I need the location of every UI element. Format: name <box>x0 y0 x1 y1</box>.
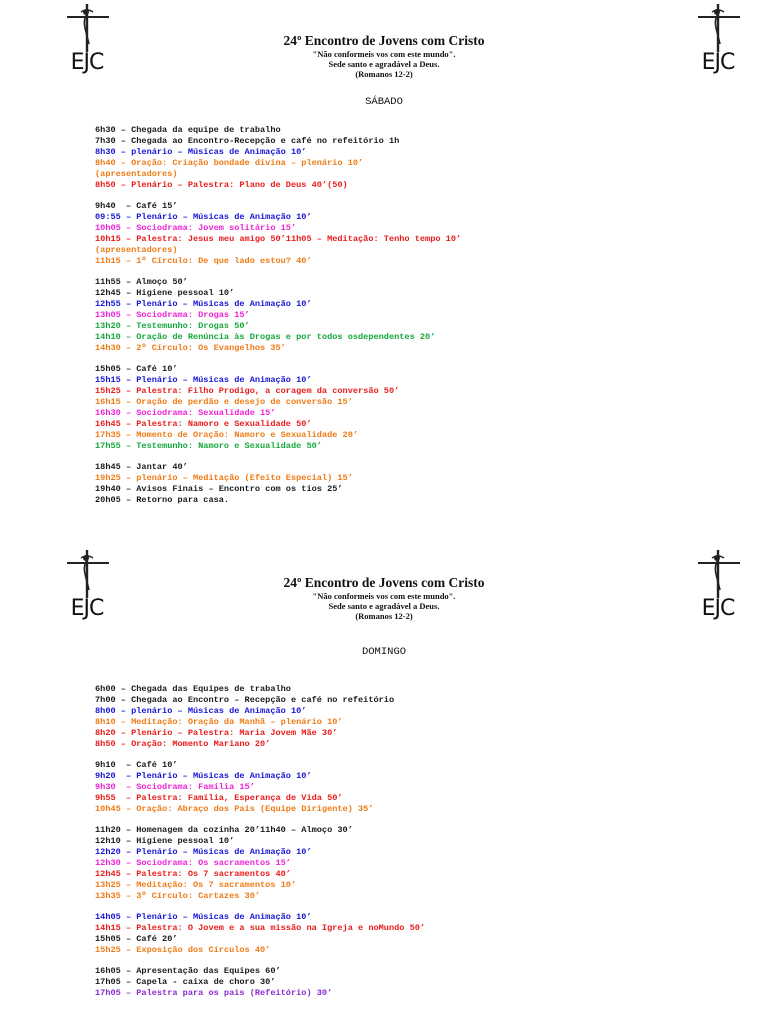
schedule-item: 17h05 – Capela - caixa de choro 30’ <box>95 977 276 987</box>
schedule-item: 12h30 – Sociodrama: Os sacramentos 15’ <box>95 858 291 868</box>
section-spacer <box>95 956 735 966</box>
schedule-item: 8h50 – Oração: Momento Mariano 20’ <box>95 739 271 749</box>
schedule-item: 13h05 – Sociodrama: Drogas 15’ <box>95 310 250 320</box>
subtitle-line: Sede santo e agradável a Deus. <box>328 601 440 611</box>
schedule-item: 9h10 – Café 10’ <box>95 760 178 770</box>
section-spacer <box>95 902 735 912</box>
schedule-item: 17h55 – Testemunho: Namoro e Sexualidade 50’ <box>95 441 322 451</box>
schedule-item: 15h15 – Plenário – Músicas de Animação 10’ <box>95 375 312 385</box>
schedule-item: 20h05 – Retorno para casa. <box>95 495 230 505</box>
schedule-item: 7h00 – Chegada ao Encontro – Recepção e café no refeitório <box>95 695 395 705</box>
schedule-item: 13h35 – 3º Círculo: Cartazes 30’ <box>95 891 261 901</box>
ejc-logo-text: EJC <box>70 50 104 75</box>
section-spacer <box>95 750 735 760</box>
schedule-item: 19h40 – Avisos Finais – Encontro com os tios 25’ <box>95 484 343 494</box>
schedule-item: 16h30 – Sociodrama: Sexualidade 15’ <box>95 408 276 418</box>
schedule-item: 18h45 – Jantar 40’ <box>95 462 188 472</box>
schedule-item: 13h20 – Testemunho: Drogas 50’ <box>95 321 250 331</box>
ejc-logo-text: EJC <box>701 50 735 75</box>
schedule-item: 16h05 – Apresentação das Equipes 60’ <box>95 966 281 976</box>
schedule-item: 14h10 – Oração de Renúncia às Drogas e por todos osdependentes 20’ <box>95 332 436 342</box>
section-spacer <box>95 191 735 201</box>
schedule-item: 7h30 – Chegada ao Encontro-Recepção e café no refeitório 1h <box>95 136 400 146</box>
subtitle-reference: (Romanos 12-2) <box>355 69 413 79</box>
header-block <box>0 575 768 621</box>
subtitle-reference: (Romanos 12-2) <box>355 611 413 621</box>
schedule-item: 13h25 – Meditação: Os 7 sacramentos 10’ <box>95 880 297 890</box>
schedule-item: 14h30 – 2º Círculo: Os Evangelhos 35’ <box>95 343 286 353</box>
schedule-item: 12h20 – Plenário – Músicas de Animação 10’ <box>95 847 312 857</box>
ejc-logo-text: EJC <box>701 596 735 621</box>
schedule-item: 17h05 – Palestra para os pais (Refeitório) 30’ <box>95 988 333 998</box>
page-title: 24º Encontro de Jovens com Cristo <box>283 575 485 590</box>
schedule-list <box>95 684 735 999</box>
schedule-item: 9h30 – Sociodrama: Família 15’ <box>95 782 255 792</box>
section-spacer <box>95 354 735 364</box>
schedule-item: 12h45 – Higiene pessoal 10’ <box>95 288 235 298</box>
section-spacer <box>95 815 735 825</box>
schedule-item: 14h05 – Plenário – Músicas de Animação 10’ <box>95 912 312 922</box>
day-heading: SÁBADO <box>365 96 403 108</box>
schedule-item: 11h15 – 1º Círculo: De que lado estou? 40’ <box>95 256 312 266</box>
schedule-item: 12h10 – Higiene pessoal 10’ <box>95 836 235 846</box>
schedule-item: 8h00 – plenário – Músicas de Animação 10’ <box>95 706 307 716</box>
schedule-item: 6h00 – Chegada das Equipes de trabalho <box>95 684 291 694</box>
schedule-item: 16h45 – Palestra: Namoro e Sexualidade 50’ <box>95 419 312 429</box>
schedule-item: 8h30 – plenário – Músicas de Animação 10’ <box>95 147 307 157</box>
day-heading: DOMINGO <box>361 646 407 658</box>
schedule-item: 14h15 – Palestra: O Jovem e a sua missão na Igreja e noMundo 50’ <box>95 923 426 933</box>
schedule-item: 10h45 – Oração: Abraço dos Pais (Equipe Dirigente) 35’ <box>95 804 374 814</box>
section-spacer <box>95 267 735 277</box>
subtitle-quote: "Não conformeis vos com este mundo". <box>312 591 456 601</box>
schedule-item: 10h05 – Sociodrama: Jovem solitário 15’ <box>95 223 297 233</box>
page-title: 24º Encontro de Jovens com Cristo <box>283 33 485 48</box>
section-spacer <box>95 452 735 462</box>
schedule-item: 11h20 – Homenagem da cozinha 20’11h40 – Almoço 30’ <box>95 825 353 835</box>
schedule-item: 8h10 – Meditação: Oração da Manhã – plenário 10’ <box>95 717 343 727</box>
schedule-item: 10h15 – Palestra: Jesus meu amigo 50’11h05 – Meditação: Tenho tempo 10’ <box>95 234 462 244</box>
subtitle-line: Sede santo e agradável a Deus. <box>328 59 440 69</box>
schedule-item: 6h30 – Chegada da equipe de trabalho <box>95 125 281 135</box>
header-block <box>0 33 768 79</box>
schedule-item: (apresentadores) <box>95 169 178 179</box>
schedule-item: 17h35 – Momento de Oração: Namoro e Sexualidade 20’ <box>95 430 359 440</box>
schedule-item: 12h55 – Plenário – Músicas de Animação 10’ <box>95 299 312 309</box>
schedule-item: 8h50 – Plenário – Palestra: Plano de Deus 40’(50) <box>95 180 348 190</box>
schedule-item: 15h25 – Palestra: Filho Prodigo, a coragem da conversão 50’ <box>95 386 400 396</box>
schedule-item: 9h40 – Café 15’ <box>95 201 178 211</box>
schedule-item: 11h55 – Almoço 50’ <box>95 277 188 287</box>
schedule-item: 09:55 – Plenário – Músicas de Animação 10’ <box>95 212 312 222</box>
schedule-item: 9h55 – Palestra: Família, Esperança de Vida 50’ <box>95 793 343 803</box>
schedule-item: 15h25 – Exposição dos Círculos 40’ <box>95 945 271 955</box>
ejc-logo-text: EJC <box>70 596 104 621</box>
sunday-section <box>0 548 768 1024</box>
schedule-list <box>95 125 735 506</box>
schedule-item: (apresentadores) <box>95 245 178 255</box>
schedule-item: 16h15 – Oração de perdão e desejo de conversão 15’ <box>95 397 353 407</box>
schedule-item: 8h20 – Plenário – Palestra: Maria Jovem Mãe 30’ <box>95 728 338 738</box>
schedule-item: 8h40 – Oração: Criação bondade divina – plenário 10’ <box>95 158 364 168</box>
schedule-item: 9h20 – Plenário – Músicas de Animação 10’ <box>95 771 312 781</box>
schedule-item: 12h45 – Palestra: Os 7 sacramentos 40’ <box>95 869 291 879</box>
schedule-item: 15h05 – Café 10’ <box>95 364 178 374</box>
schedule-item: 15h05 – Café 20’ <box>95 934 178 944</box>
schedule-item: 19h25 – plenário – Meditação (Efeito Especial) 15’ <box>95 473 353 483</box>
subtitle-quote: "Não conformeis vos com este mundo". <box>312 49 456 59</box>
